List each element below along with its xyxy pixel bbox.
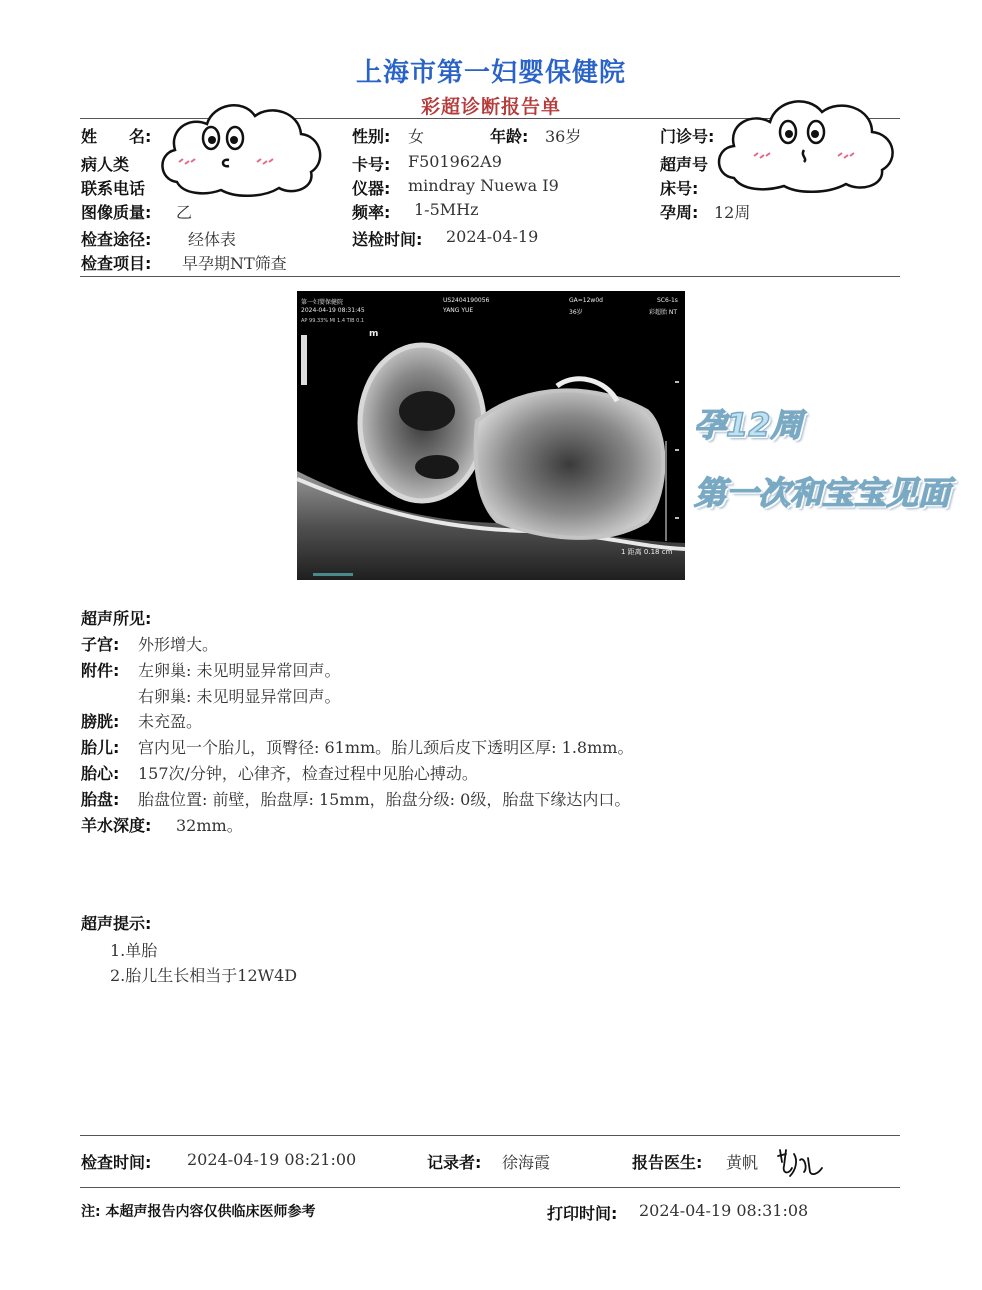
cloud-sticker-right-icon [712,90,902,196]
age-value: 36岁 [545,127,582,146]
gest-label: 孕周: [660,203,699,222]
us-header-mode: 彩超胎 NT [649,309,678,316]
quality-label: 图像质量: [81,203,152,222]
cloud-sticker-left-icon [155,96,327,200]
report-title: 彩超诊断报告单 [420,96,561,118]
findings-heading: 超声所见: [81,609,152,628]
grayscale-bar [301,335,307,385]
us-header-hospital: 第一妇婴保健院 [301,299,344,306]
send-time-value: 2024-04-19 [446,227,539,246]
fetus-label: 胎儿: [81,738,120,757]
card-value: F501962A9 [408,152,502,171]
placenta-text: 胎盘位置: 前壁，胎盘厚: 15mm，胎盘分级: 0级，胎盘下缘达内口。 [138,790,631,809]
us-measurement: 1 距离 0.18 cm [621,548,673,556]
send-time-label: 送检时间: [352,230,423,249]
name-label: 姓 名: [81,127,152,146]
print-time-label: 打印时间: [547,1204,618,1223]
doctor-value: 黄帆 [726,1153,759,1172]
fetus-text: 宫内见一个胎儿，顶臀径: 61mm。胎儿颈后皮下透明区厚: 1.8mm。 [138,738,634,757]
doctor-signature-icon [774,1146,826,1182]
exam-item-value: 早孕期NT筛查 [182,254,287,273]
ultrasound-no-label: 超声号 [660,155,709,174]
conclusion-item-1: 1.单胎 [110,941,158,960]
right-ovary-text: 右卵巢: 未见明显异常回声。 [138,687,341,706]
amniotic-text: 32mm。 [176,816,243,835]
us-header-id: US2404190056 [443,297,490,304]
exam-time-label: 检查时间: [81,1153,152,1172]
device-value: mindray Nuewa I9 [408,176,559,195]
device-label: 仪器: [352,179,391,198]
gest-value: 12周 [714,203,751,222]
route-value: 经体表 [188,230,237,249]
left-ovary-text: 左卵巢: 未见明显异常回声。 [138,661,341,680]
footer-divider-top [80,1135,900,1136]
overlay-meet-text: 第一次和宝宝见面 [694,474,951,512]
exam-item-label: 检查项目: [81,254,152,273]
doctor-label: 报告医生: [632,1153,703,1172]
bladder-text: 未充盈。 [138,712,203,731]
patient-type-label: 病人类 [81,155,130,174]
uterus-text: 外形增大。 [138,635,219,654]
freq-value: 1-5MHz [414,200,479,219]
us-header-params: AP 99.33% MI 1.4 TIB 0.1 [301,318,365,324]
bladder-label: 膀胱: [81,712,120,731]
placenta-label: 胎盘: [81,790,120,809]
phone-label: 联系电话 [81,179,146,198]
conclusion-heading: 超声提示: [81,914,152,933]
age-label: 年龄: [490,127,529,146]
us-header-age: 36岁 [569,309,583,316]
exam-time-value: 2024-04-19 08:21:00 [187,1150,357,1169]
gender-value: 女 [408,127,425,146]
card-label: 卡号: [352,155,391,174]
disclaimer-note: 注: 本超声报告内容仅供临床医师参考 [81,1204,316,1220]
us-header-patient: YANG YUE [443,307,474,314]
freq-label: 频率: [352,203,391,222]
us-header-ga: GA=12w0d [569,297,603,304]
us-marker: m [369,329,379,339]
us-header-probe: SC6-1s [657,297,678,304]
heart-text: 157次/分钟，心律齐，检查过程中见胎心搏动。 [138,764,478,783]
us-header-datetime: 2024-04-19 08:31:45 [301,307,365,314]
uterus-label: 子宫: [81,635,120,654]
route-label: 检查途径: [81,230,152,249]
quality-value: 乙 [176,203,193,222]
recorder-value: 徐海霞 [502,1153,551,1172]
conclusion-item-2: 2.胎儿生长相当于12W4D [110,966,298,985]
overlay-week-text: 孕12周 [694,406,803,444]
amniotic-label: 羊水深度: [81,816,152,835]
ultrasound-image [297,291,685,580]
footer-divider-bottom [80,1187,900,1188]
heart-label: 胎心: [81,764,120,783]
hospital-name: 上海市第一妇婴保健院 [355,58,626,88]
bed-label: 床号: [660,179,699,198]
print-time-value: 2024-04-19 08:31:08 [639,1201,809,1220]
clinic-no-label: 门诊号: [660,127,715,146]
info-divider [80,276,900,277]
recorder-label: 记录者: [427,1153,482,1172]
gender-label: 性别: [352,127,391,146]
adnexa-label: 附件: [81,661,120,680]
